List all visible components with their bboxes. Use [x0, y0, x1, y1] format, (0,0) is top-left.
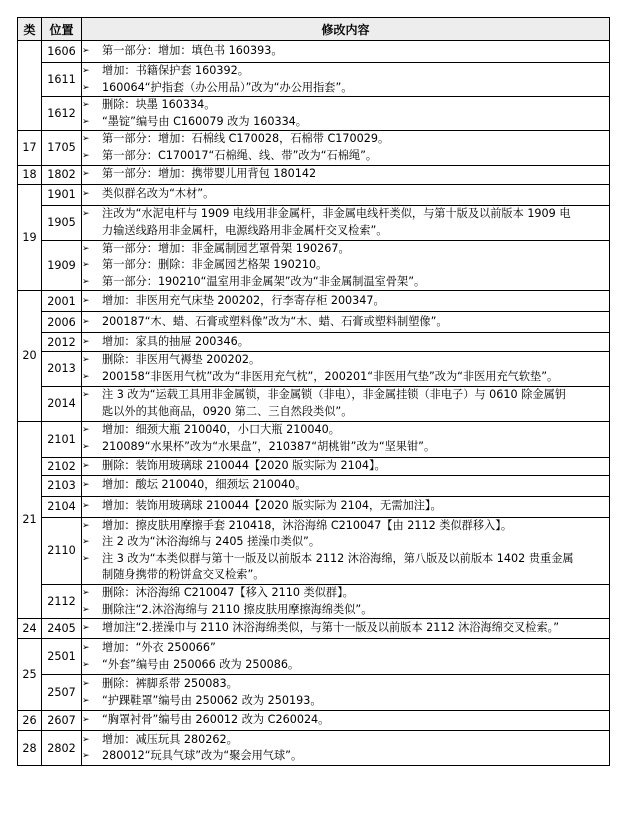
arrow-bullet-icon: ➢: [82, 150, 90, 161]
revision-item: [82, 43, 609, 60]
revision-item: [82, 732, 609, 749]
revision-item-text: “外套”编号由 250066 改为 250086。: [102, 657, 300, 671]
table-row: [18, 333, 610, 352]
position-cell: 2110: [42, 517, 82, 584]
header-class: 类: [18, 18, 42, 41]
arrow-bullet-icon: ➢: [82, 715, 90, 726]
revision-item: [82, 620, 609, 637]
content-cell: [82, 386, 610, 421]
arrow-bullet-icon: ➢: [82, 337, 90, 348]
position-cell: 2405: [42, 619, 82, 639]
revision-item-text: “墨锭”编号由 C160079 改为 160334。: [102, 114, 307, 128]
revision-item-text: 第一部分：190210“温室用非金属架”改为“非金属制温室骨架”。: [102, 274, 426, 288]
revision-item-text: 第一部分：增加：携带婴儿用背包 180142: [102, 167, 317, 181]
content-cell: [82, 205, 610, 240]
arrow-bullet-icon: ➢: [82, 425, 90, 436]
position-cell: 2014: [42, 386, 82, 421]
revision-item-text: 注 3 改为“本类似群与第十一版及以前版本 2112 沐浴海绵，第八版及以前版本 1402 贵重金属: [102, 551, 574, 565]
revision-item-text: 删除注“2.沐浴海绵与 2110 擦皮肤用摩擦海绵类似”。: [102, 602, 373, 616]
position-cell: 1705: [42, 131, 82, 165]
revision-item: [82, 131, 609, 148]
revision-item-text: 第一部分：增加：非金属制园艺罩骨架 190267。: [102, 241, 350, 255]
revision-item-text: 增加：非医用充气床垫 200202，行李寄存柜 200347。: [102, 294, 385, 308]
revision-item-text: “护踝鞋罩”编号由 250062 改为 250193。: [102, 693, 322, 707]
revision-item-continuation: 制随身携带的粉饼盒交叉检索”。: [102, 568, 265, 582]
arrow-bullet-icon: ➢: [82, 169, 90, 180]
revision-item: [82, 186, 609, 203]
position-cell: 1905: [42, 205, 82, 240]
position-cell: 2101: [42, 421, 82, 457]
content-cell: [82, 675, 610, 711]
arrow-bullet-icon: ➢: [82, 66, 90, 76]
revision-item-text: 200158“非医用气枕”改为“非医用充气枕”，200201“非医用气垫”改为“非医用充气软垫”。: [102, 369, 559, 383]
arrow-bullet-icon: ➢: [82, 116, 90, 127]
revision-item-text: 增加：“外衣 250066”: [102, 641, 216, 654]
content-cell: [82, 475, 610, 496]
content-cell: [82, 131, 610, 165]
revision-item: [82, 748, 609, 765]
class-number-cell: 18: [18, 165, 42, 184]
revision-item: [82, 314, 609, 331]
arrow-bullet-icon: ➢: [82, 520, 90, 531]
arrow-bullet-icon: ➢: [82, 296, 90, 307]
revision-item: [82, 387, 609, 404]
revision-item: [82, 551, 609, 568]
revision-item-text: 增加：家具的抽屉 200346。: [102, 335, 249, 349]
revision-item-text: 注 2 改为“沐浴海绵与 2405 搓澡巾类似”。: [102, 535, 321, 549]
revision-item: [82, 422, 609, 439]
position-cell: 2104: [42, 496, 82, 517]
table-row: [18, 457, 610, 475]
revision-item-text: 增加：书籍保护套 160392。: [102, 64, 249, 77]
arrow-bullet-icon: ➢: [82, 734, 90, 745]
position-cell: 1901: [42, 184, 82, 205]
table-row: [18, 675, 610, 711]
table-row: [18, 41, 610, 63]
arrow-bullet-icon: ➢: [82, 679, 90, 689]
content-cell: [82, 41, 610, 63]
table-row: [18, 421, 610, 457]
header-position: 位置: [42, 18, 82, 41]
revision-item: [82, 334, 609, 351]
revision-item-text: 增加注“2.搓澡巾与 2110 沐浴海绵类似，与第十一版及以前版本 2112 沐浴海绵交叉检索。”: [102, 621, 560, 635]
revision-item-text: 210089“水果杯”改为“水果盘”，210387“胡桃钳”改为“坚果钳”。: [102, 440, 436, 454]
arrow-bullet-icon: ➢: [82, 659, 90, 670]
arrow-bullet-icon: ➢: [82, 537, 90, 548]
arrow-bullet-icon: ➢: [82, 442, 90, 453]
position-cell: 2802: [42, 731, 82, 766]
arrow-bullet-icon: ➢: [82, 587, 90, 598]
revision-item-text: 增加：酸坛 210040，细颈坛 210040。: [102, 478, 307, 492]
class-number-cell: 28: [18, 731, 42, 766]
arrow-bullet-icon: ➢: [82, 604, 90, 615]
arrow-bullet-icon: ➢: [82, 643, 90, 653]
revision-item: [82, 274, 609, 291]
arrow-bullet-icon: ➢: [82, 480, 90, 491]
revision-item-continuation: 匙以外的其他商品，0920 第二、三自然段类似”。: [102, 404, 353, 418]
arrow-bullet-icon: ➢: [82, 623, 90, 634]
revision-item-text: 类似群名改为“木材”。: [102, 187, 215, 201]
revision-item: [82, 676, 609, 693]
revision-item: [82, 693, 609, 710]
revision-item-text: 删除：装饰用玻璃球 210044【2020 版实际为 2104】。: [102, 458, 386, 472]
arrow-bullet-icon: ➢: [82, 100, 90, 111]
position-cell: 1909: [42, 240, 82, 291]
content-cell: [82, 240, 610, 291]
revision-item-text: “胸罩衬骨”编号由 260012 改为 C260024。: [102, 713, 330, 727]
content-cell: [82, 421, 610, 457]
revision-item: [82, 352, 609, 369]
arrow-bullet-icon: ➢: [82, 460, 90, 471]
revision-item: [82, 80, 609, 97]
arrow-bullet-icon: ➢: [82, 208, 90, 219]
arrow-bullet-icon: ➢: [82, 553, 90, 564]
revision-item: [82, 369, 609, 386]
class-number-cell: 24: [18, 619, 42, 639]
content-cell: [82, 63, 610, 97]
position-cell: 2507: [42, 675, 82, 711]
arrow-bullet-icon: ➢: [82, 243, 90, 254]
arrow-bullet-icon: ➢: [82, 751, 90, 762]
revision-item: [82, 657, 609, 674]
revision-item: [82, 640, 609, 657]
table-row: [18, 184, 610, 205]
revision-item-text: 注改为“水泥电杆与 1909 电线用非金属杆，非金属电线杆类似，与第十版及以前版本 1909 电: [102, 206, 571, 220]
revision-item: [82, 439, 609, 456]
content-cell: [82, 584, 610, 618]
revision-item: [82, 241, 609, 258]
table-row: [18, 475, 610, 496]
revision-item: [82, 148, 609, 165]
revision-item-text: 200187“木、蜡、石膏或塑料像”改为“木、蜡、石膏或塑料制塑像”。: [102, 315, 448, 329]
content-cell: [82, 97, 610, 131]
position-cell: 1606: [42, 41, 82, 63]
class-number-cell: 21: [18, 421, 42, 619]
table-row: [18, 165, 610, 184]
arrow-bullet-icon: ➢: [82, 371, 90, 382]
revision-item-text: 第一部分：增加：填色书 160393。: [102, 44, 283, 58]
table-row: [18, 619, 610, 639]
arrow-bullet-icon: ➢: [82, 260, 90, 271]
revision-item-text: 删除：非医用气褥垫 200202。: [102, 353, 261, 367]
table-row: [18, 731, 610, 766]
table-row: [18, 291, 610, 312]
arrow-bullet-icon: ➢: [82, 82, 90, 93]
revision-item: [82, 257, 609, 274]
revision-item: [82, 518, 609, 535]
table-row: [18, 517, 610, 584]
position-cell: 2103: [42, 475, 82, 496]
revision-item: [82, 585, 609, 602]
revision-item-text: 增加：擦皮肤用摩擦手套 210418，沐浴海绵 C210047【由 2112 类似群移入】。: [102, 518, 513, 532]
position-cell: 2001: [42, 291, 82, 312]
table-row: [18, 240, 610, 291]
position-cell: 2006: [42, 312, 82, 333]
revision-item: [82, 458, 609, 475]
arrow-bullet-icon: ➢: [82, 389, 90, 400]
revision-item-text: 增加：装饰用玻璃球 210044【2020 版实际为 2104，无需加注】。: [102, 499, 442, 513]
content-cell: [82, 731, 610, 766]
revision-item: [82, 602, 609, 619]
table-row: [18, 131, 610, 165]
table-row: [18, 312, 610, 333]
content-cell: [82, 184, 610, 205]
revision-item-text: 第一部分：增加：石棉线 C170028，石棉带 C170029。: [102, 132, 390, 146]
content-cell: [82, 352, 610, 386]
content-cell: [82, 333, 610, 352]
header-content: 修改内容: [82, 18, 610, 41]
revision-item-text: 删除：沐浴海绵 C210047【移入 2110 类似群】。: [102, 585, 354, 599]
arrow-bullet-icon: ➢: [82, 276, 90, 287]
table-row: [18, 584, 610, 618]
revision-item-text: 注 3 改为“运载工具用非金属锁，非金属锁（非电），非金属挂锁（非电子）与 0610 除金属钥: [102, 387, 566, 401]
content-cell: [82, 496, 610, 517]
revision-item-text: 删除：块墨 160334。: [102, 98, 216, 112]
arrow-bullet-icon: ➢: [82, 189, 90, 200]
revision-item-text: 增加：细颈大瓶 210040，小口大瓶 210040。: [102, 423, 340, 437]
revision-item: [82, 534, 609, 551]
table-row: [18, 97, 610, 131]
table-row: [18, 63, 610, 97]
revision-item-text: 160064“护指套（办公用品）”改为“办公用指套”。: [102, 80, 353, 94]
header-row: [18, 18, 610, 41]
content-cell: [82, 711, 610, 731]
revision-table-body: [18, 41, 610, 766]
position-cell: 2013: [42, 352, 82, 386]
content-cell: [82, 639, 610, 675]
revision-item: [82, 166, 609, 183]
class-number-cell: 20: [18, 291, 42, 421]
revision-item-text: 增加：减压玩具 280262。: [102, 732, 238, 746]
position-cell: 2112: [42, 584, 82, 618]
position-cell: 1611: [42, 63, 82, 97]
content-cell: [82, 517, 610, 584]
content-cell: [82, 457, 610, 475]
revision-item: [82, 63, 609, 80]
revision-item: [82, 498, 609, 515]
position-cell: 2012: [42, 333, 82, 352]
revision-item-continuation: 力输送线路用非金属杆，电源线路用非金属杆交叉检索”。: [102, 223, 388, 237]
position-cell: 1802: [42, 165, 82, 184]
arrow-bullet-icon: ➢: [82, 134, 90, 145]
revision-item-text: 第一部分：C170017“石棉绳、线、带”改为“石棉绳”。: [102, 148, 378, 162]
position-cell: 2501: [42, 639, 82, 675]
arrow-bullet-icon: ➢: [82, 695, 90, 706]
position-cell: 2102: [42, 457, 82, 475]
revision-item: [82, 97, 609, 114]
table-row: [18, 386, 610, 421]
table-row: [18, 496, 610, 517]
revision-item: [82, 206, 609, 223]
arrow-bullet-icon: ➢: [82, 501, 90, 512]
revision-item-text: 第一部分：删除：非金属园艺格架 190210。: [102, 258, 328, 272]
content-cell: [82, 165, 610, 184]
revision-item: [82, 712, 609, 729]
content-cell: [82, 312, 610, 333]
table-row: [18, 352, 610, 386]
class-number-cell: 25: [18, 639, 42, 711]
class-number-cell: 19: [18, 184, 42, 291]
revision-item-text: 删除：裤脚系带 250083。: [102, 677, 238, 690]
position-cell: 1612: [42, 97, 82, 131]
revision-item: [82, 293, 609, 310]
position-cell: 2607: [42, 711, 82, 731]
revision-item: [82, 477, 609, 494]
arrow-bullet-icon: ➢: [82, 46, 90, 57]
arrow-bullet-icon: ➢: [82, 355, 90, 366]
revision-table: [17, 17, 610, 766]
class-number-cell: 17: [18, 131, 42, 165]
class-number-cell: 26: [18, 711, 42, 731]
revision-table-container: [17, 17, 610, 766]
arrow-bullet-icon: ➢: [82, 317, 90, 328]
revision-item: [82, 114, 609, 131]
content-cell: [82, 291, 610, 312]
table-row: [18, 711, 610, 731]
class-number-cell: [18, 41, 42, 131]
table-row: [18, 639, 610, 675]
content-cell: [82, 619, 610, 639]
revision-item-text: 280012“玩具气球”改为“聚会用气球”。: [102, 749, 303, 763]
table-row: [18, 205, 610, 240]
